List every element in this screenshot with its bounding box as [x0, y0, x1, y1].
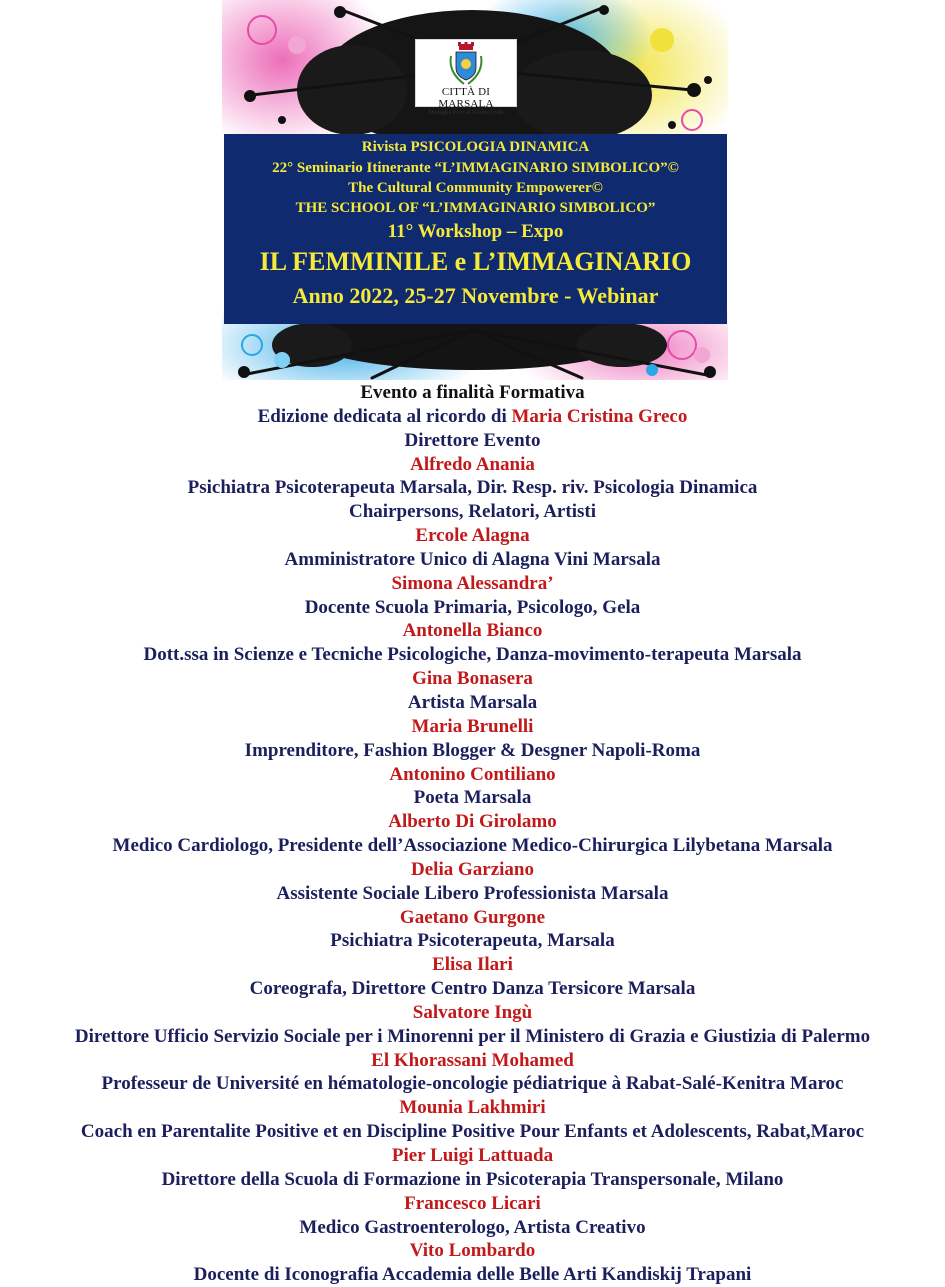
speaker-role: Direttore Ufficio Servizio Sociale per i Minorenni per il Ministero di Grazia e Giustizia di Palermo — [74, 1025, 871, 1047]
speakers-label: Chairpersons, Relatori, Artisti — [349, 501, 596, 523]
title-panel — [224, 134, 727, 324]
dedication-line — [0, 405, 945, 429]
speaker-role: Docente di Iconografia Accademia delle Belle Arti Kandiskij Trapani — [193, 1264, 752, 1286]
speaker-role: Medico Gastroenterologo, Artista Creativo — [299, 1216, 646, 1238]
event-poster — [222, 0, 728, 380]
speaker-name: Maria Brunelli — [411, 715, 534, 737]
speaker-name: El Khorassani Mohamed — [371, 1049, 574, 1071]
speaker-role: Direttore della Scuola di Formazione in Psicoterapia Transpersonale, Milano — [161, 1168, 784, 1190]
logo-motto: Medaglia d'oro al Valore Civile — [428, 110, 504, 116]
speaker-role: Poeta Marsala — [413, 787, 532, 809]
speaker-name: Simona Alessandra’ — [391, 572, 554, 594]
speaker-role: Amministratore Unico di Alagna Vini Marsala — [284, 548, 661, 570]
director-role: Psichiatra Psicoterapeuta Marsala, Dir. Resp. riv. Psicologia Dinamica — [187, 477, 758, 499]
speaker-name: Elisa Ilari — [432, 954, 513, 976]
speaker-name: Mounia Lakhmiri — [399, 1097, 546, 1119]
speaker-role: Medico Cardiologo, Presidente dell’Associazione Medico-Chirurgica Lilybetana Marsala — [112, 835, 833, 857]
speaker-role: Psichiatra Psicoterapeuta, Marsala — [330, 930, 615, 952]
speaker-role: Coreografa, Direttore Centro Danza Tersicore Marsala — [249, 978, 696, 1000]
event-heading: Evento a finalità Formativa — [360, 382, 585, 403]
logo-city-name: CITTÀ DI MARSALA — [438, 86, 494, 110]
speaker-name: Francesco Licari — [404, 1192, 541, 1214]
speaker-name: Antonino Contiliano — [389, 763, 556, 785]
speaker-name: Salvatore Ingù — [412, 1001, 533, 1023]
speaker-name: Delia Garziano — [411, 858, 534, 880]
speaker-role: Imprenditore, Fashion Blogger & Desgner Napoli-Roma — [244, 739, 701, 761]
dedication-prefix: Edizione dedicata al ricordo di — [257, 405, 512, 427]
speaker-name: Pier Luigi Lattuada — [391, 1145, 554, 1166]
speaker-role: Dott.ssa in Scienze e Tecniche Psicologiche, Danza-movimento-terapeuta Marsala — [143, 644, 802, 666]
event-details — [0, 381, 945, 1287]
seminar-line: 22° Seminario Itinerante “L’IMMAGINARIO SIMBOLICO”© — [272, 160, 679, 176]
speaker-name: Gaetano Gurgone — [399, 906, 546, 928]
dedication-name: Maria Cristina Greco — [511, 405, 688, 427]
director-name: Alfredo Anania — [410, 453, 535, 475]
speaker-role: Assistente Sociale Libero Professionista Marsala — [276, 882, 669, 904]
speaker-name: Vito Lombardo — [409, 1240, 536, 1262]
city-logo — [415, 39, 517, 116]
speaker-name: Antonella Bianco — [402, 620, 543, 642]
event-title: IL FEMMINILE e L’IMMAGINARIO — [259, 247, 692, 276]
speaker-role: Professeur de Université en hématologie-oncologie pédiatrique à Rabat-Salé-Kenitra Maroc — [101, 1073, 844, 1095]
speaker-name: Gina Bonasera — [412, 668, 533, 690]
speaker-role: Artista Marsala — [407, 691, 538, 713]
school-line: THE SCHOOL OF “L’IMMAGINARIO SIMBOLICO” — [295, 200, 656, 216]
workshop-line: 11° Workshop – Expo — [387, 221, 564, 242]
speaker-name: Ercole Alagna — [415, 525, 530, 547]
community-line: The Cultural Community Empowerer© — [348, 180, 603, 196]
director-label: Direttore Evento — [404, 429, 541, 451]
speaker-role: Docente Scuola Primaria, Psicologo, Gela — [304, 596, 641, 618]
magazine-line: Rivista PSICOLOGIA DINAMICA — [361, 139, 590, 155]
speaker-name: Alberto Di Girolamo — [388, 811, 557, 833]
speaker-role: Coach en Parentalite Positive et en Discipline Positive Pour Enfants et Adolescents, Rabat,Maroc — [80, 1121, 865, 1143]
coat-of-arms-icon — [446, 42, 486, 86]
event-date-line: Anno 2022, 25-27 Novembre - Webinar — [292, 283, 659, 308]
